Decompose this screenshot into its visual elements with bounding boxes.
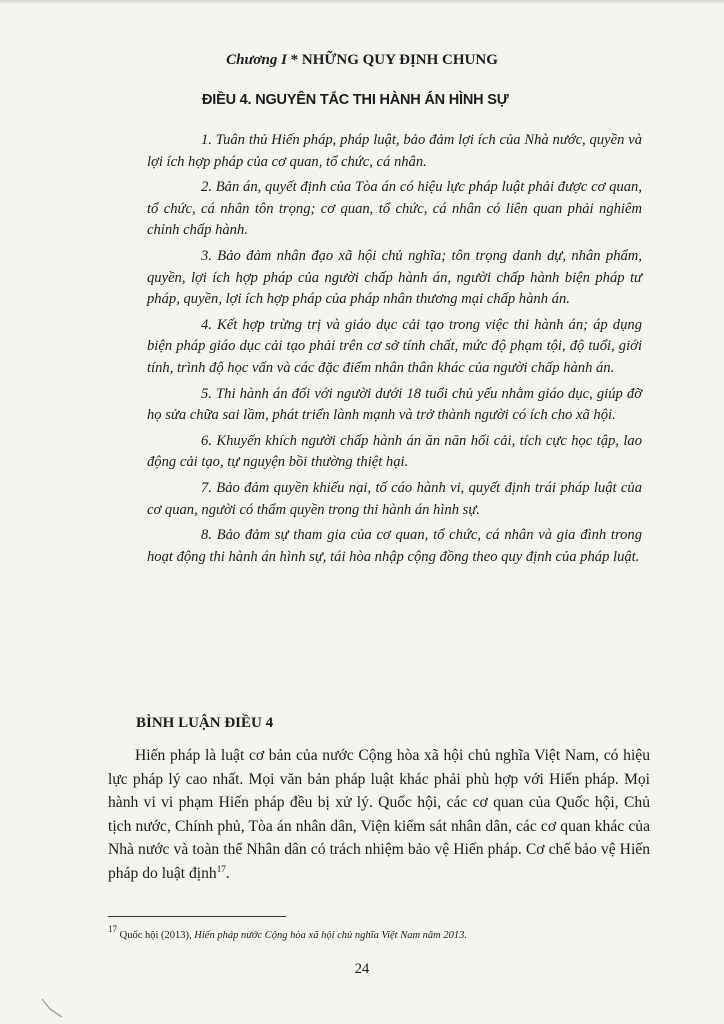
chapter-prefix: Chương I (226, 52, 287, 68)
page-number: 24 (354, 961, 370, 977)
clause-6: 6. Khuyến khích người chấp hành án ăn năn hối cải, tích cực học tập, lao động cải tạo, tự nguyện bồi thường thiệt hại. (147, 432, 642, 471)
scan-smudge (40, 995, 70, 1021)
clause-7: 7. Bảo đảm quyền khiếu nại, tố cáo hành vi, quyết định trái pháp luật của cơ quan, người có thẩm quyền trong thi hành án hình sự. (147, 479, 642, 518)
clause-4: 4. Kết hợp trừng trị và giáo dục cải tạo trong việc thi hành án; áp dụng biện pháp giáo dục cải tạo phải trên cơ sở tính chất, mức độ phạm tội, độ tuổi, giới tính, trình độ học vấn và các đặc điểm nhân thân khác của người chấp hành án. (147, 316, 642, 376)
clause-2: 2. Bản án, quyết định của Tòa án có hiệu lực pháp luật phải được cơ quan, tổ chức, cá nhân tôn trọng; cơ quan, tổ chức, cá nhân có liên quan phải nghiêm chỉnh chấp hành. (147, 179, 642, 239)
footnote (108, 924, 668, 941)
footnote-divider (108, 916, 286, 917)
commentary-text: Hiến pháp là luật cơ bản của nước Cộng hòa xã hội chủ nghĩa Việt Nam, có hiệu lực pháp lý cao nhất. Mọi văn bản pháp luật khác phải phù hợp với Hiến pháp. Mọi hành vi vi phạm Hiến pháp đều bị xử lý. Quốc hội, các cơ quan của Quốc hội, Chủ tịch nước, Chính phủ, Tòa án nhân dân, Viện kiểm sát nhân dân, các cơ quan khác của Nhà nước và toàn thể Nhân dân có trách nhiệm bảo vệ Hiến pháp. Cơ chế bảo vệ Hiến pháp do luật định (108, 747, 650, 882)
commentary-body (108, 744, 650, 886)
footnote-author: Quốc hội (2013), (117, 930, 195, 941)
footnote-title: Hiến pháp nước Cộng hòa xã hội chủ nghĩa Việt Nam năm 2013. (194, 930, 468, 941)
commentary-paragraph: Hiến pháp là luật cơ bản của nước Cộng hòa xã hội chủ nghĩa Việt Nam, có hiệu lực pháp lý cao nhất. Mọi văn bản pháp luật khác phải phù hợp với Hiến pháp. Mọi hành vi vi phạm Hiến pháp đều bị xử lý. Quốc hội, các cơ quan của Quốc hội, Chủ tịch nước, Chính phủ, Tòa án nhân dân, Viện kiểm sát nhân dân, các cơ quan khác của Nhà nước và toàn thể Nhân dân có trách nhiệm bảo vệ Hiến pháp. Cơ chế bảo vệ Hiến pháp do luật định$^{17}$. (108, 747, 650, 882)
article-clauses (147, 130, 642, 572)
article-title: ĐIỀU 4. NGUYÊN TẮC THI HÀNH ÁN HÌNH SỰ (202, 92, 509, 108)
clause-5: 5. Thi hành án đối với người dưới 18 tuổi chủ yếu nhằm giáo dục, giúp đỡ họ sửa chữa sai lầm, phát triển lành mạnh và trở thành người có ích cho xã hội. (147, 385, 642, 424)
footnote-reference: 17 (216, 863, 226, 874)
footnote-number: 17 (108, 924, 117, 934)
chapter-title: NHỮNG QUY ĐỊNH CHUNG (301, 52, 498, 68)
running-header (0, 52, 724, 69)
clause-1: 1. Tuân thủ Hiến pháp, pháp luật, bảo đảm lợi ích của Nhà nước, quyền và lợi ích hợp pháp của cơ quan, tổ chức, cá nhân. (147, 132, 642, 170)
clause-8: 8. Bảo đảm sự tham gia của cơ quan, tổ chức, cá nhân và gia đình trong hoạt động thi hành án hình sự, tái hòa nhập cộng đồng theo quy định của pháp luật. (147, 527, 642, 565)
scan-edge (0, 0, 724, 4)
clause-3: 3. Bảo đảm nhân đạo xã hội chủ nghĩa; tôn trọng danh dự, nhân phẩm, quyền, lợi ích hợp pháp của người chấp hành án, người chấp hành biện pháp tư pháp, quyền, lợi ích hợp pháp của pháp nhân thương mại chấp hành án. (147, 247, 642, 308)
header-separator: * (286, 52, 302, 68)
commentary-heading: BÌNH LUẬN ĐIỀU 4 (136, 715, 274, 731)
